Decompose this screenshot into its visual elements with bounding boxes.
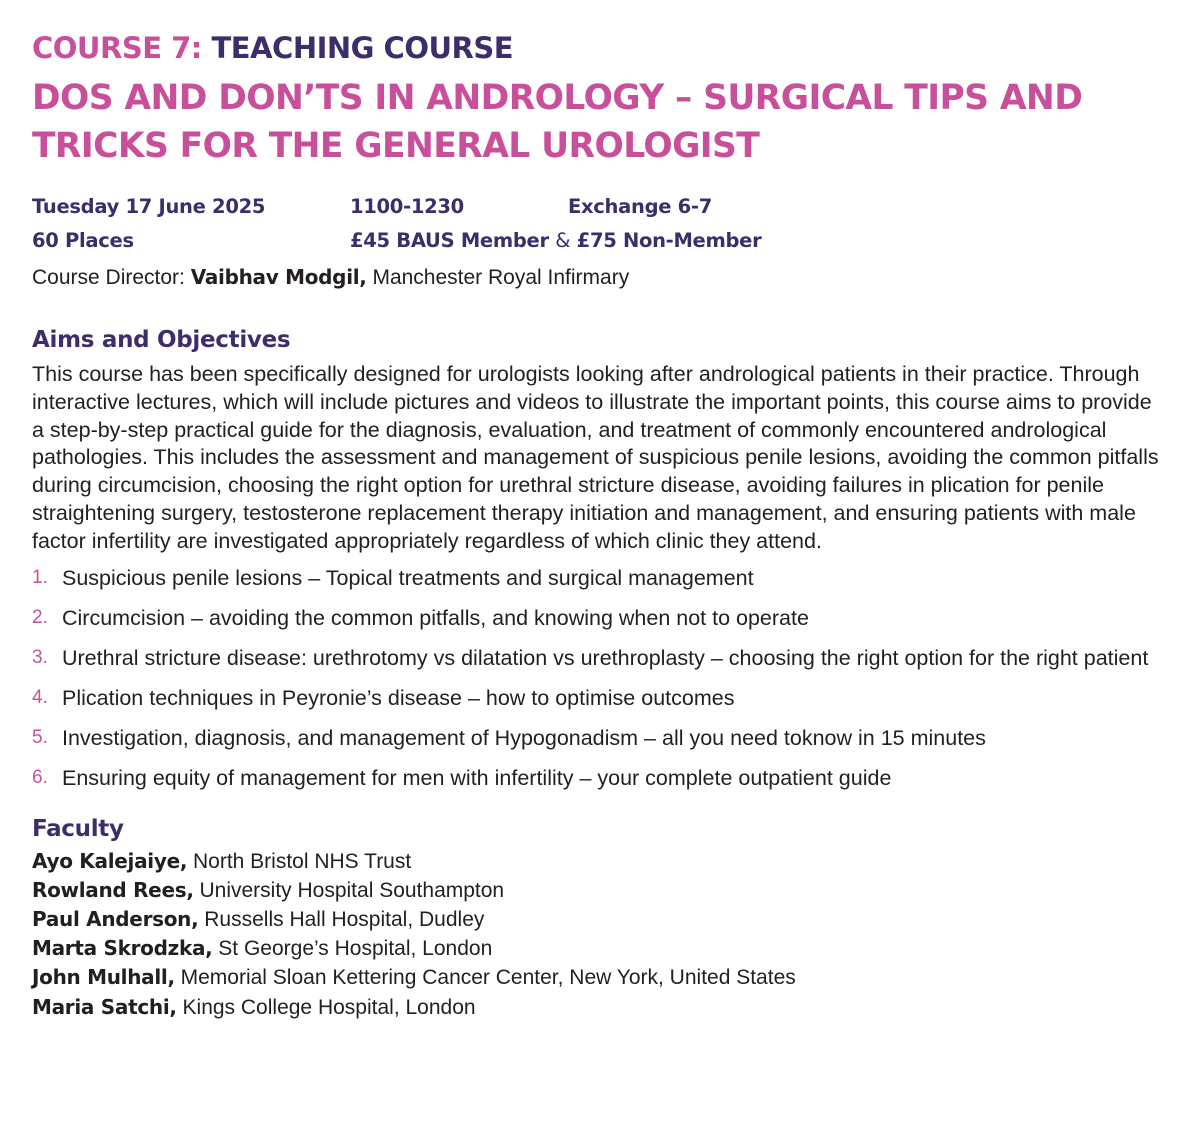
objective-text: Investigation, diagnosis, and management of Hypogonadism – all you need toknow in 15 minutes — [62, 725, 986, 750]
objective-number: 4. — [32, 686, 48, 708]
aims-paragraph: This course has been specifically designed for urologists looking after andrological patients in their practice. Through interactive lectures, which will include pictures and videos to illustrate the important points, this course aims to provide a step-by-step practical guide for the diagnosis, evaluation, and treatment of commonly encountered andrological pathologies. This includes the assessment and management of suspicious penile lesions, avoiding the common pitfalls during circumcision, choosing the right option for urethral stricture disease, avoiding failures in plication for penile straightening surgery, testosterone replacement therapy initiation and management, and ensuring patients with male factor infertility are investigated appropriately regardless of which clinic they attend. — [32, 362, 1159, 553]
course-document — [32, 26, 1172, 1022]
objective-text: Suspicious penile lesions – Topical treatments and surgical management — [62, 565, 754, 590]
course-details — [32, 190, 1172, 258]
director-affiliation: Manchester Royal Infirmary — [372, 266, 630, 289]
price-separator: & — [555, 229, 571, 252]
faculty-name: Ayo Kalejaiye, — [32, 848, 188, 873]
objective-number: 3. — [32, 646, 48, 668]
objectives-list — [32, 564, 1172, 792]
objective-item — [32, 644, 1166, 672]
faculty-list — [32, 847, 1172, 1022]
objective-item — [32, 684, 1166, 712]
objective-number: 6. — [32, 766, 48, 788]
faculty-member — [32, 963, 1172, 992]
faculty-member — [32, 905, 1172, 934]
objective-text: Circumcision – avoiding the common pitfalls, and knowing when not to operate — [62, 605, 809, 630]
course-number: COURSE 7: — [32, 31, 202, 65]
faculty-member — [32, 847, 1172, 876]
faculty-name: John Mulhall, — [32, 965, 175, 990]
price-nonmember: £75 Non-Member — [576, 229, 762, 252]
faculty-heading: Faculty — [32, 815, 124, 842]
objective-number: 5. — [32, 726, 48, 748]
objective-text: Urethral stricture disease: urethrotomy vs dilatation vs urethroplasty – choosing the right option for the right patient — [62, 645, 1149, 670]
faculty-affiliation: University Hospital Southampton — [199, 878, 505, 902]
faculty-name: Paul Anderson, — [32, 906, 199, 931]
director-name: Vaibhav Modgil, — [190, 265, 367, 289]
course-director — [32, 262, 1172, 293]
course-label — [32, 26, 1172, 70]
faculty-affiliation: St George’s Hospital, London — [218, 937, 493, 961]
faculty-affiliation: North Bristol NHS Trust — [192, 849, 412, 873]
objective-text: Ensuring equity of management for men with infertility – your complete outpatient guide — [62, 765, 892, 790]
objective-item — [32, 564, 1166, 592]
faculty-name: Maria Satchi, — [32, 994, 177, 1019]
faculty-member — [32, 934, 1172, 963]
aims-heading: Aims and Objectives — [32, 327, 291, 353]
faculty-member — [32, 876, 1172, 905]
price-member: £45 BAUS Member — [350, 229, 549, 252]
objective-number: 2. — [32, 606, 48, 628]
course-title: DOS AND DON’TS IN ANDROLOGY – SURGICAL TIPS AND TRICKS FOR THE GENERAL UROLOGIST — [32, 78, 1083, 166]
course-places: 60 Places — [32, 229, 134, 252]
details-row-pricing — [32, 224, 1172, 258]
faculty-affiliation: Russells Hall Hospital, Dudley — [204, 907, 485, 931]
objective-item — [32, 604, 1166, 632]
course-pricing — [350, 224, 761, 258]
faculty-name: Marta Skrodzka, — [32, 936, 213, 961]
objective-item — [32, 724, 1166, 752]
course-time: 1100-1230 — [350, 195, 464, 218]
faculty-name: Rowland Rees, — [32, 877, 194, 902]
director-label: Course Director: — [32, 266, 185, 289]
details-row-schedule — [32, 190, 1172, 224]
objective-item — [32, 764, 1166, 792]
faculty-affiliation: Kings College Hospital, London — [182, 995, 476, 1019]
faculty-affiliation: Memorial Sloan Kettering Cancer Center, New York, United States — [180, 966, 796, 990]
objective-text: Plication techniques in Peyronie’s disease – how to optimise outcomes — [62, 685, 735, 710]
course-date: Tuesday 17 June 2025 — [32, 195, 266, 218]
objective-number: 1. — [32, 566, 48, 588]
faculty-member — [32, 993, 1172, 1022]
course-type: TEACHING COURSE — [211, 31, 514, 65]
course-location: Exchange 6-7 — [568, 195, 712, 218]
